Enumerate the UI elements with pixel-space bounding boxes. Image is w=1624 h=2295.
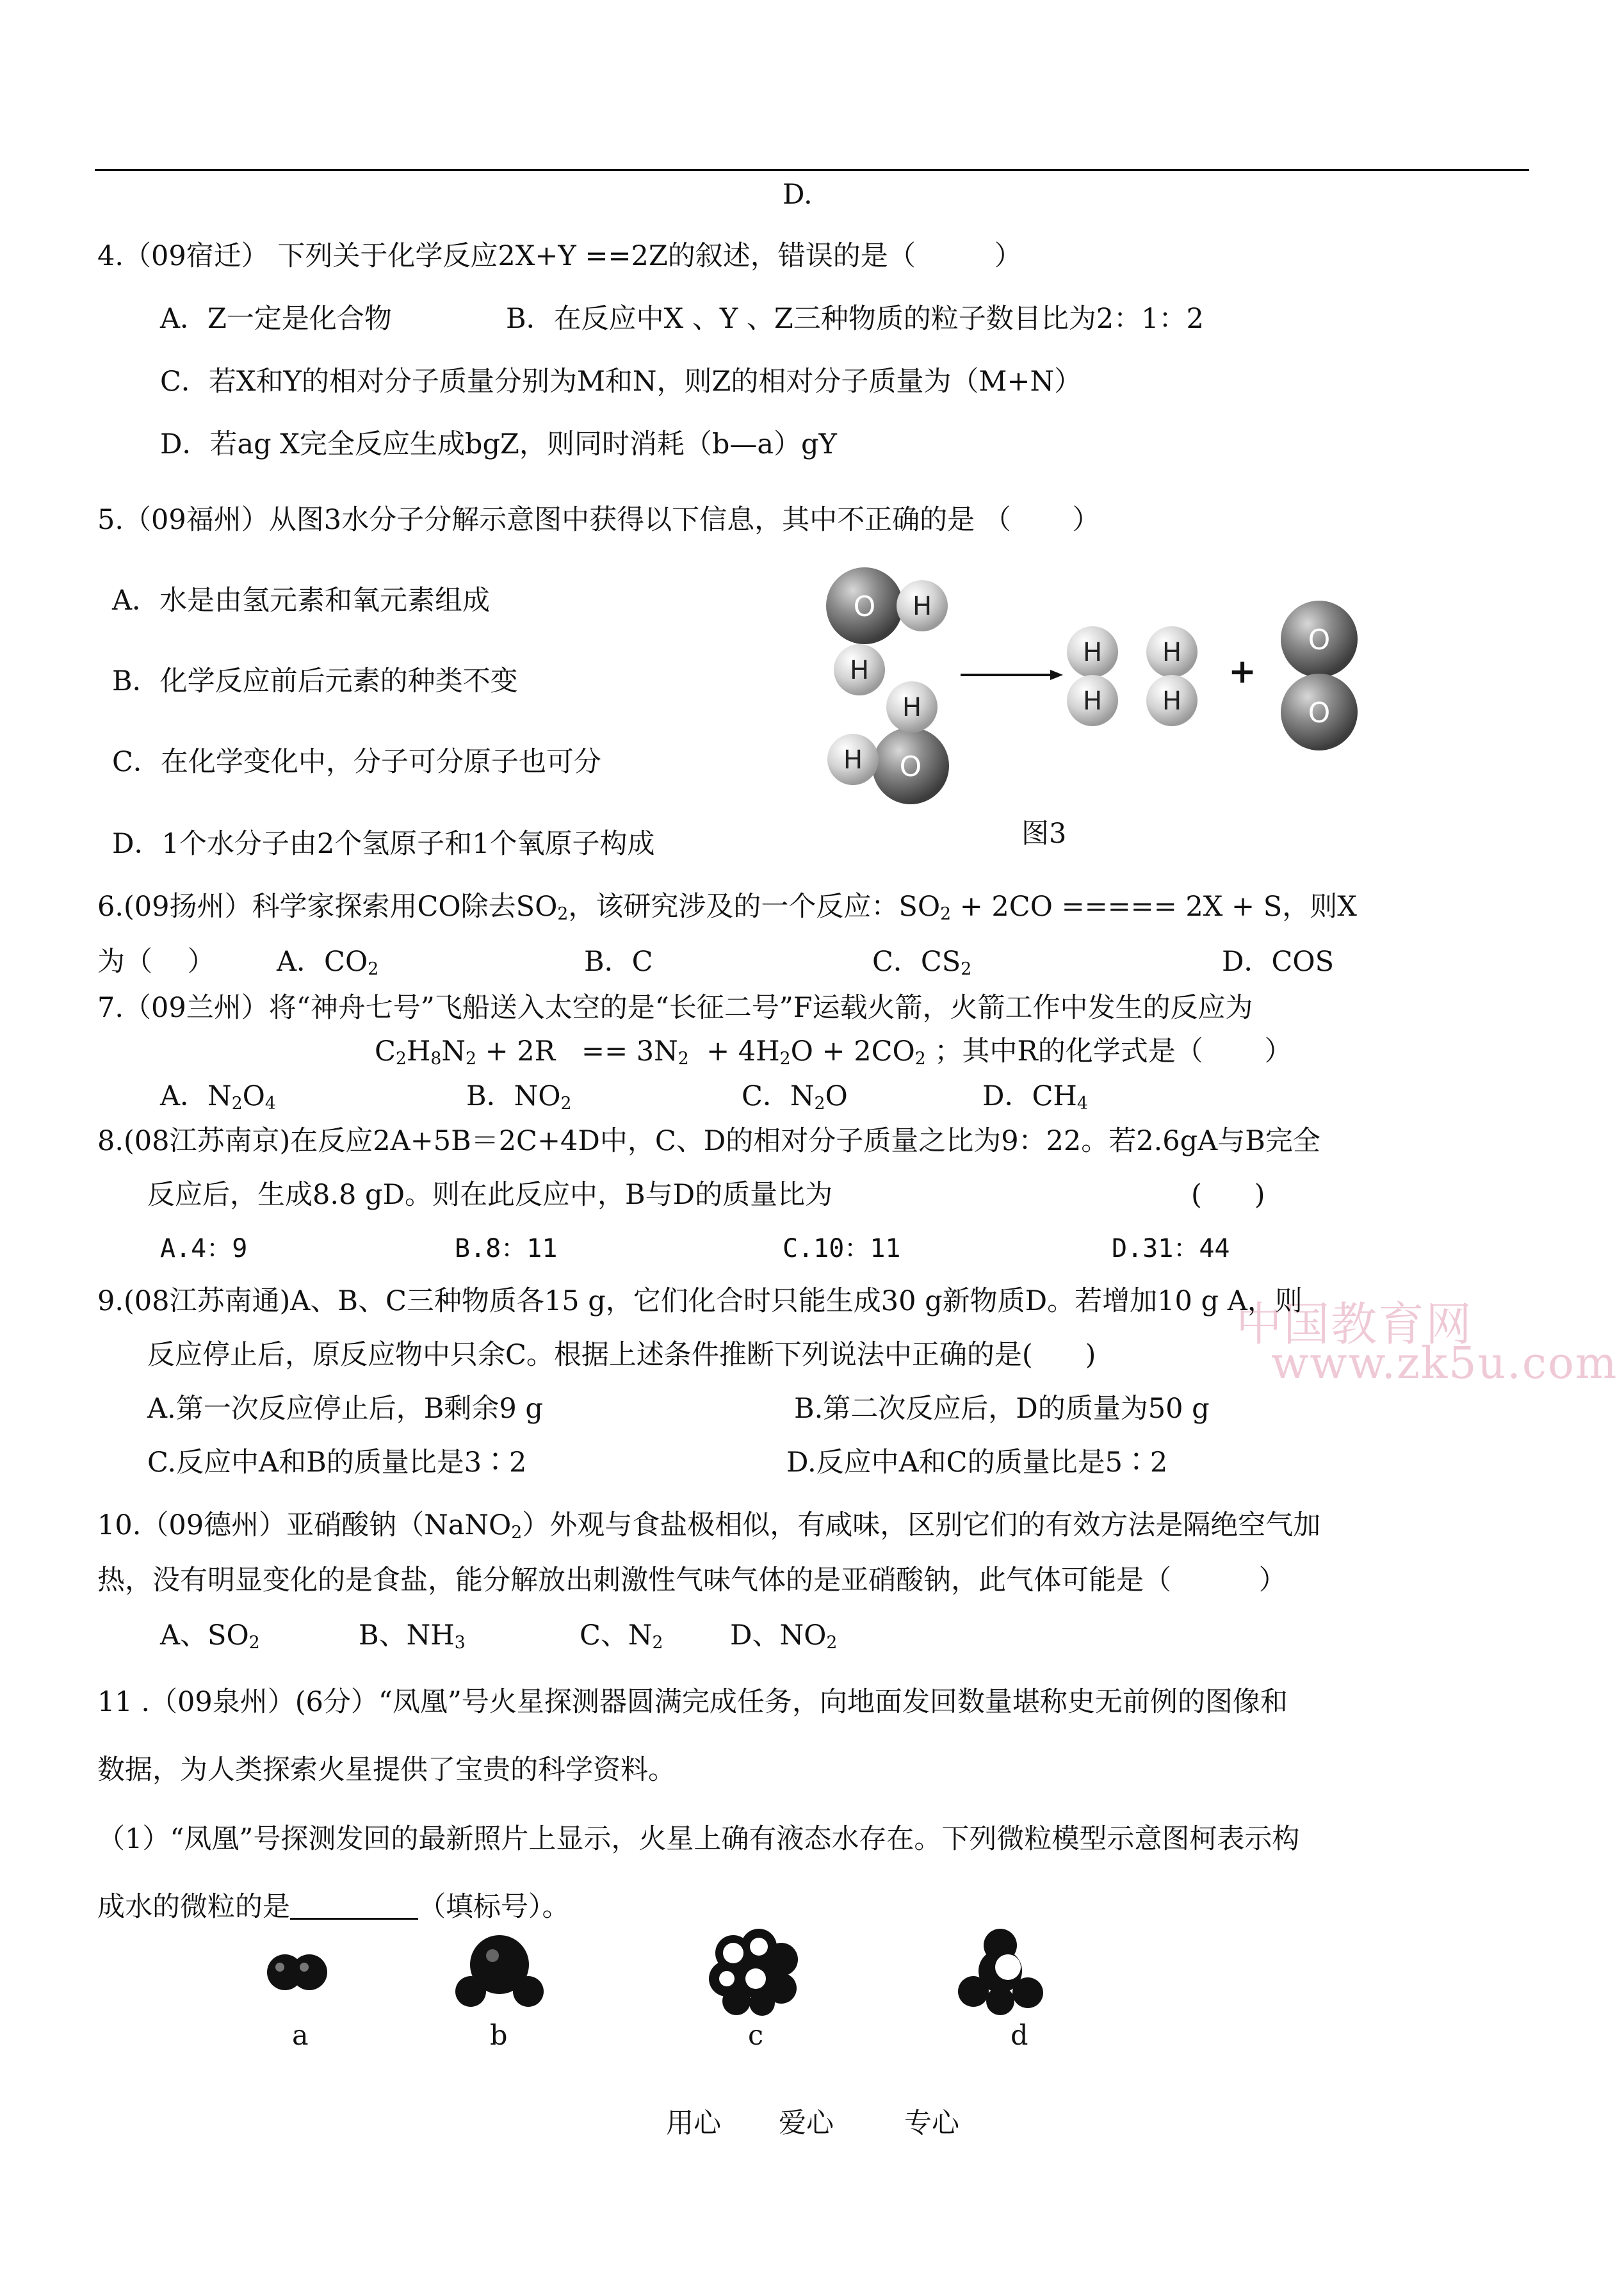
q7-option-b: B．$NO_2$ — [466, 1080, 572, 1114]
q7-option-c: C．$N_2O$ — [742, 1080, 848, 1114]
q10-stem: 10.（09德州）亚硝酸钠（NaNO$_2$）外观与食盐极相似，有咸味，区别它们的有效方法是隔绝空气加 — [97, 1509, 1321, 1543]
q7-option-d: D．$CH_4$ — [982, 1080, 1088, 1114]
q11-line2: 数据，为人类探索火星提供了宝贵的科学资料。 — [97, 1754, 676, 1786]
q9-option-c: C.反应中A和B的质量比是3∶2 — [147, 1447, 527, 1479]
particle-label-a: a — [292, 2020, 309, 2052]
q8-option-b: B.8：11 — [455, 1234, 558, 1263]
atom-h-label: H — [902, 693, 922, 722]
q5-stem: 5.（09福州）从图3水分子分解示意图中获得以下信息，其中不正确的是 （ ） — [97, 504, 1100, 536]
hydrogen-molecule-2 — [1146, 626, 1198, 726]
q5-option-d: D．1个水分子由2个氢原子和1个氧原子构成 — [112, 828, 655, 860]
atom-h-label: H — [843, 745, 863, 775]
figure-3-caption: 图3 — [1021, 818, 1067, 850]
atom-o-label: O — [899, 750, 922, 783]
q9-option-d: D.反应中A和C的质量比是5∶2 — [786, 1447, 1168, 1479]
water-molecule-2 — [827, 681, 949, 804]
top-option: D. — [783, 179, 813, 211]
q6-option-d: D．COS — [1222, 946, 1335, 978]
particle-model-b — [451, 1927, 548, 2011]
footer-word-1: 用心 — [666, 2107, 721, 2139]
q10-option-d: D、$NO_2$ — [730, 1619, 838, 1653]
q6-option-c: C．$CS_2$ — [872, 946, 972, 979]
q8-option-d: D.31：44 — [1112, 1234, 1230, 1263]
q8-stem: 8.(08江苏南京)在反应2A+5B＝2C+4D中，C、D的相对分子质量之比为9：22。若2.6gA与B完全 — [97, 1125, 1320, 1157]
q10-option-c: C、$N_2$ — [580, 1619, 663, 1653]
particle-model-a — [259, 1947, 336, 1998]
q10-option-b: B、$NH_3$ — [359, 1619, 466, 1653]
particle-model-d — [954, 1921, 1050, 2017]
atom-h-label: H — [1162, 686, 1182, 716]
water-decomposition-figure — [807, 557, 1402, 826]
header-rule — [95, 169, 1529, 171]
atom-o-label: O — [853, 590, 876, 623]
q5-option-c: C．在化学变化中，分子可分原子也可分 — [112, 746, 601, 778]
plus-sign: + — [1228, 653, 1256, 691]
q9-line2: 反应停止后，原反应物中只余C。根据上述条件推断下列说法中正确的是( ) — [147, 1339, 1096, 1371]
atom-o-label: O — [1308, 624, 1331, 656]
particle-label-d: d — [1011, 2020, 1028, 2052]
atom-h-label: H — [912, 592, 932, 621]
q11-sub1: （1）“凤凰”号探测发回的最新照片上显示，火星上确有液态水存在。下列微粒模型示意图柯表示构 — [97, 1823, 1300, 1855]
q6-line2: 为（ ） — [97, 946, 215, 978]
q6-option-a: A．$CO_2$ — [277, 946, 379, 979]
hydrogen-molecule-1 — [1067, 626, 1118, 726]
q9-option-a: A.第一次反应停止后，B剩余9 g — [147, 1393, 543, 1425]
q4-option-a: A．Z一定是化合物 — [160, 303, 392, 335]
q11-sub1-line2: 成水的微粒的是 （填标号）。 — [97, 1891, 570, 1923]
q5-option-b: B．化学反应前后元素的种类不变 — [112, 665, 518, 697]
q9-option-b: B.第二次反应后，D的质量为50 g — [794, 1393, 1210, 1425]
q7-equation: $C_2H_8N_2 + 2R == 3N_2 + 4H_2O + 2CO_2$ ；其中R的化学式是（ ） — [375, 1035, 1292, 1069]
atom-h-label: H — [849, 656, 870, 685]
q11-stem: 11 .（09泉州）(6分）“凤凰”号火星探测器圆满完成任务，向地面发回数量堪称史无前例的图像和 — [97, 1686, 1288, 1718]
q10-option-a: A、$SO_2$ — [160, 1619, 260, 1653]
water-molecule-1 — [826, 567, 948, 695]
q8-option-c: C.10：11 — [783, 1234, 901, 1263]
reaction-arrow-icon — [961, 670, 1063, 680]
q4-stem: 4.（09宿迁） 下列关于化学反应2X+Y ==2Z的叙述，错误的是（ ） — [97, 240, 1022, 272]
atom-o-label: O — [1308, 697, 1331, 729]
footer-word-2: 爱心 — [779, 2107, 834, 2139]
q4-option-b: B．在反应中X 、Y 、Z三种物质的粒子数目比为2：1：2 — [506, 303, 1204, 335]
watermark-text: 中国教育网 — [1236, 1297, 1474, 1351]
answer-blank[interactable] — [290, 1892, 418, 1920]
footer-word-3: 专心 — [904, 2107, 959, 2139]
atom-h-label: H — [1082, 638, 1103, 667]
q7-stem: 7.（09兰州）将“神舟七号”飞船送入太空的是“长征二号”F运载火箭，火箭工作中发生的反应为 — [97, 992, 1253, 1024]
q8-answer-paren: ( ) — [1191, 1179, 1265, 1211]
atom-h-label: H — [1162, 638, 1182, 667]
particle-label-b: b — [490, 2020, 508, 2052]
q4-option-d: D．若ag X完全反应生成bgZ，则同时消耗（b—a）gY — [160, 428, 837, 460]
q6-option-b: B．C — [584, 946, 653, 978]
oxygen-molecule — [1281, 601, 1358, 750]
q9-stem: 9.(08江苏南通)A、B、C三种物质各15 g，它们化合时只能生成30 g新物质D。若增加10 g A，则 — [97, 1285, 1303, 1317]
watermark-url: www.zk5u.com — [1271, 1338, 1618, 1389]
q5-option-a: A．水是由氢元素和氧元素组成 — [112, 585, 491, 617]
q7-option-a: A．$N_2O_4$ — [160, 1080, 276, 1114]
particle-label-c: c — [748, 2020, 764, 2052]
q8-option-a: A.4：9 — [160, 1234, 248, 1263]
q10-line2: 热，没有明显变化的是食盐，能分解放出刺激性气味气体的是亚硝酸钠，此气体可能是（ ） — [97, 1564, 1287, 1596]
q4-option-c: C．若X和Y的相对分子质量分别为M和N，则Z的相对分子质量为（M+N） — [160, 366, 1082, 398]
q8-line2: 反应后，生成8.8 gD。则在此反应中，B与D的质量比为 — [147, 1179, 833, 1211]
atom-h-label: H — [1082, 686, 1103, 716]
particle-model-c — [701, 1927, 810, 2017]
q6-stem: 6.(09扬州）科学家探索用CO除去$SO_2$，该研究涉及的一个反应：$SO_2 + 2CO$ ===== 2X + S，则X — [97, 891, 1357, 924]
